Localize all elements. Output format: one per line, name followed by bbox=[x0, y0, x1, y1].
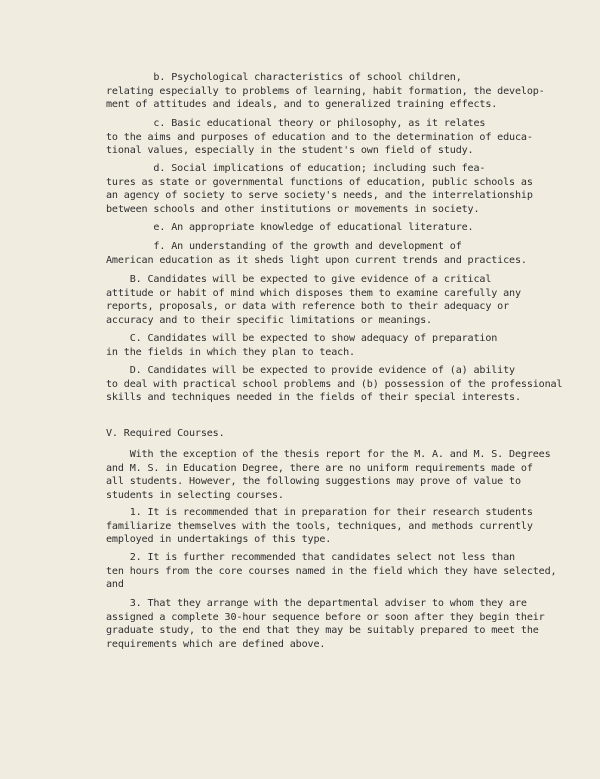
paragraph-v-intro bbox=[106, 448, 551, 502]
paragraph-D bbox=[106, 364, 563, 405]
text-line: assigned a complete 30-hour sequence before or soon after they begin their bbox=[106, 611, 545, 623]
text-line: d. Social implications of education; including such fea- bbox=[106, 163, 486, 174]
text-line: in the fields in which they plan to teach. bbox=[106, 346, 355, 358]
text-line: C. Candidates will be expected to show adequacy of preparation bbox=[106, 333, 498, 344]
text-line: D. Candidates will be expected to provide evidence of (a) ability bbox=[106, 365, 515, 376]
text-line: tional values, especially in the student's own field of study. bbox=[106, 145, 474, 157]
text-line: c. Basic educational theory or philosophy, as it relates bbox=[106, 118, 486, 129]
text-line: accuracy and to their specific limitations or meanings. bbox=[106, 314, 432, 326]
text-line: students in selecting courses. bbox=[106, 489, 284, 501]
text-line: between schools and other institutions or movements in society. bbox=[106, 203, 480, 215]
text-line: ment of attitudes and ideals, and to generalized training effects. bbox=[106, 99, 498, 111]
paragraph-b bbox=[106, 71, 546, 112]
paragraph-e bbox=[106, 221, 546, 235]
paragraph-d bbox=[106, 162, 546, 216]
paragraph-c bbox=[106, 117, 546, 158]
text-line: attitude or habit of mind which disposes them to examine carefully any bbox=[106, 287, 521, 299]
text-line: relating especially to problems of learning, habit formation, the develop- bbox=[106, 85, 545, 97]
section-v-heading bbox=[106, 427, 546, 441]
text-line: to the aims and purposes of education and to the determination of educa- bbox=[106, 131, 533, 143]
text-line: all students. However, the following suggestions may prove of value to bbox=[106, 476, 521, 488]
text-line: requirements which are defined above. bbox=[106, 638, 326, 650]
paragraph-C bbox=[106, 332, 546, 359]
text-line: ten hours from the core courses named in the field which they have selected, bbox=[106, 565, 557, 577]
text-line: f. An understanding of the growth and development of bbox=[106, 241, 462, 252]
paragraph-3 bbox=[106, 597, 546, 651]
text-line: employed in undertakings of this type. bbox=[106, 534, 332, 546]
text-line: 1. It is recommended that in preparation for their research students bbox=[106, 507, 533, 518]
text-line: to deal with practical school problems and (b) possession of the professional bbox=[106, 378, 563, 390]
text-line: graduate study, to the end that they may be suitably prepared to meet the bbox=[106, 625, 539, 637]
text-line: an agency of society to serve society's needs, and the interrelationship bbox=[106, 190, 533, 202]
text-line: 3. That they arrange with the departmental adviser to whom they are bbox=[106, 598, 527, 609]
text-line: familiarize themselves with the tools, techniques, and methods currently bbox=[106, 520, 533, 532]
section-heading: V. Required Courses. bbox=[106, 428, 225, 439]
paragraph-B bbox=[106, 273, 546, 327]
text-line: e. An appropriate knowledge of educational literature. bbox=[106, 222, 474, 233]
text-line: b. Psychological characteristics of school children, bbox=[106, 72, 462, 83]
text-line: reports, proposals, or data with reference both to their adequacy or bbox=[106, 301, 510, 313]
text-line: 2. It is further recommended that candidates select not less than bbox=[106, 552, 515, 563]
text-line: skills and techniques needed in the fields of their special interests. bbox=[106, 392, 521, 404]
paragraph-2 bbox=[106, 551, 557, 592]
text-line: and bbox=[106, 579, 124, 591]
paragraph-f bbox=[106, 240, 546, 267]
paragraph-1 bbox=[106, 506, 546, 547]
text-line: and M. S. in Education Degree, there are no uniform requirements made of bbox=[106, 462, 533, 474]
text-line: With the exception of the thesis report for the M. A. and M. S. Degrees bbox=[106, 449, 551, 460]
text-line: B. Candidates will be expected to give evidence of a critical bbox=[106, 274, 492, 285]
text-line: American education as it sheds light upon current trends and practices. bbox=[106, 254, 527, 266]
text-line: tures as state or governmental functions of education, public schools as bbox=[106, 176, 533, 188]
